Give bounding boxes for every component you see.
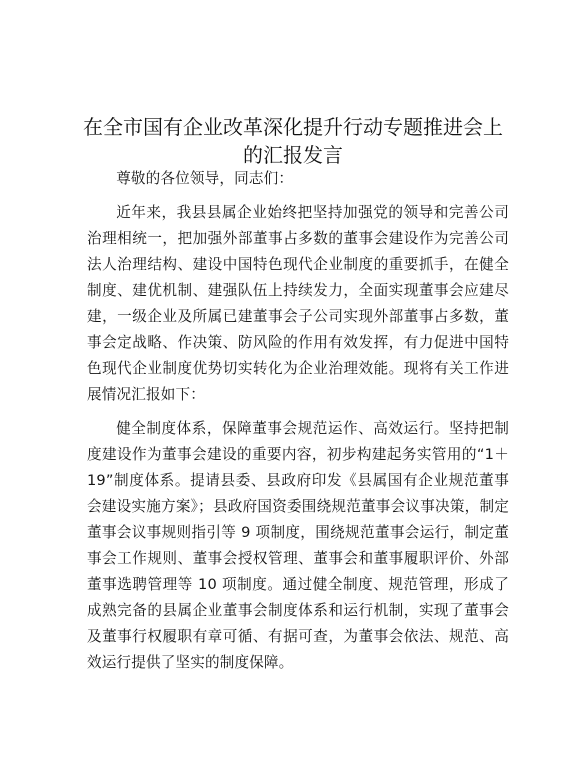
- institution-system-paragraph: 健全制度体系，保障董事会规范运作、高效运行。坚持把制度建设作为董事会建设的重要内容，初步构建起务实管用的“1＋19”制度体系。提请县委、县政府印发《县属国有企业规范董事会建设实施方案》；县政府国资委围绕规范董事会议事决策，制定董事会议事规则指引等 9 项制度，围绕规范董事会运行，制定董事会工作规则、董事会授权管理、董事会和董事履职评价、外部董事选聘管理等 10 项制度。通过健全制度、规范管理，形成了成熟完备的县属企业董事会制度体系和运行机制，实现了董事会及董事行权履职有章可循、有据可查，为董事会依法、规范、高效运行提供了坚实的制度保障。: [87, 420, 509, 671]
- document-body: [87, 166, 509, 676]
- document-title: 在全市国有企业改革深化提升行动专题推进会上的汇报发言: [83, 115, 503, 168]
- intro-paragraph: 近年来，我县县属企业始终把坚持加强党的领导和完善公司治理相统一，把加强外部董事占多数的董事会建设作为完善公司法人治理结构、建设中国特色现代企业制度的重要抓手，在健全制度、建优机制、建强队伍上持续发力，全面实现董事会应建尽建，一级企业及所属已建董事会子公司实现外部董事占多数，董事会定战略、作决策、防风险的作用有效发挥，有力促进中国特色现代企业制度优势切实转化为企业治理效能。现将有关工作进展情况汇报如下：: [87, 204, 509, 403]
- salutation-paragraph: 尊敬的各位领导，同志们：: [116, 170, 294, 187]
